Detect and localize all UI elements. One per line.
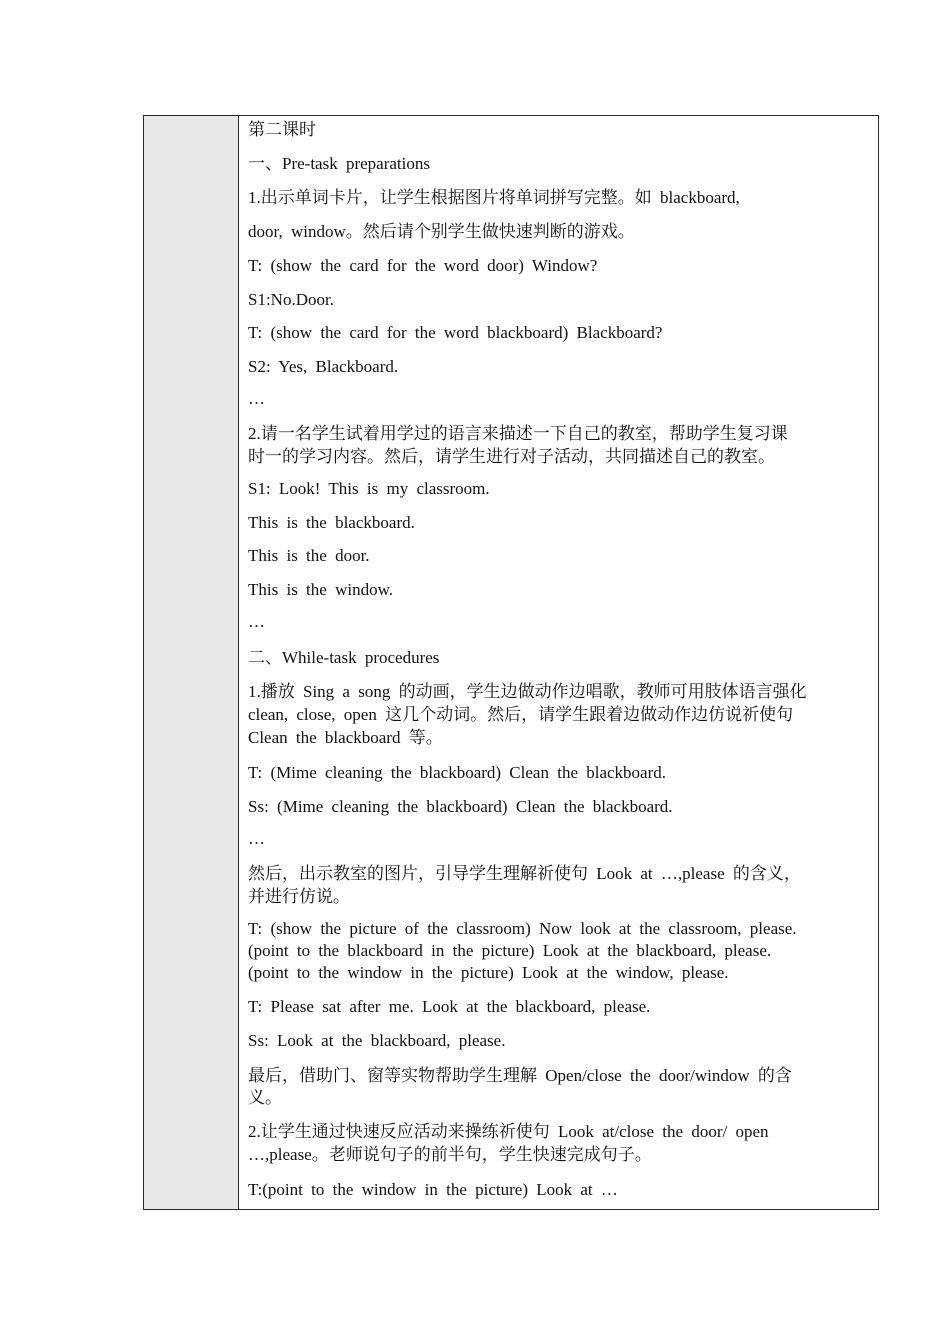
example-line: This is the blackboard.: [248, 513, 415, 532]
table-label-column: [144, 116, 239, 1209]
dialogue-line: T: (show the picture of the classroom) Now look at the classroom, please.: [248, 919, 797, 938]
dialogue-line: (point to the window in the picture) Look at the window, please.: [248, 963, 729, 982]
table-content-column: [239, 116, 878, 1209]
pre-task-step2-line2: 时一的学习内容。然后，请学生进行对子活动，共同描述自己的教室。: [248, 447, 775, 466]
dialogue-line: T:(point to the window in the picture) Look at …: [248, 1180, 618, 1199]
while-task-step1-line1: 1.播放 Sing a song 的动画，学生边做动作边唱歌，教师可用肢体语言强化: [248, 682, 807, 701]
dialogue-line: S1:No.Door.: [248, 290, 334, 309]
while-task-instruction-line1: 然后，出示教室的图片，引导学生理解祈使句 Look at …,please 的含义，: [248, 864, 801, 883]
dialogue-line: Ss: Look at the blackboard, please.: [248, 1031, 506, 1050]
while-task-step2-line2: …,please。老师说句子的前半句，学生快速完成句子。: [248, 1145, 652, 1164]
dialogue-line: S2: Yes, Blackboard.: [248, 357, 399, 376]
pre-task-step2-line1: 2.请一名学生试着用学过的语言来描述一下自己的教室，帮助学生复习课: [248, 424, 788, 443]
lesson-title: 第二课时: [248, 120, 316, 139]
while-task-heading: 二、While-task procedures: [248, 648, 440, 667]
ellipsis: …: [248, 829, 265, 848]
dialogue-line: Ss: (Mime cleaning the blackboard) Clean the blackboard.: [248, 797, 673, 816]
dialogue-line: (point to the blackboard in the picture) Look at the blackboard, please.: [248, 941, 772, 960]
while-task-instruction-line2: 并进行仿说。: [248, 887, 350, 906]
pre-task-step1-line1: 1.出示单词卡片，让学生根据图片将单词拼写完整。如 blackboard,: [248, 188, 740, 207]
lesson-table: [143, 115, 879, 1210]
dialogue-line: T: (show the card for the word blackboard) Blackboard?: [248, 323, 663, 342]
dialogue-line: T: (Mime cleaning the blackboard) Clean the blackboard.: [248, 763, 667, 782]
example-line: S1: Look! This is my classroom.: [248, 479, 490, 498]
while-task-final-line1: 最后，借助门、窗等实物帮助学生理解 Open/close the door/window 的含: [248, 1066, 792, 1085]
pre-task-step1-line2: door, window。然后请个别学生做快速判断的游戏。: [248, 222, 635, 241]
while-task-step1-line2: clean, close, open 这几个动词。然后，请学生跟着边做动作边仿说祈使句: [248, 705, 794, 724]
while-task-step1-line3: Clean the blackboard 等。: [248, 728, 443, 747]
pre-task-heading: 一、Pre-task preparations: [248, 154, 430, 173]
dialogue-line: T: Please sat after me. Look at the blackboard, please.: [248, 997, 651, 1016]
while-task-step2-line1: 2.让学生通过快速反应活动来操练祈使句 Look at/close the door/ open: [248, 1122, 769, 1141]
example-line: This is the window.: [248, 580, 394, 599]
while-task-final-line2: 义。: [248, 1088, 282, 1107]
ellipsis: …: [248, 389, 265, 408]
example-line: This is the door.: [248, 546, 370, 565]
dialogue-line: T: (show the card for the word door) Window?: [248, 256, 598, 275]
ellipsis: …: [248, 612, 265, 631]
